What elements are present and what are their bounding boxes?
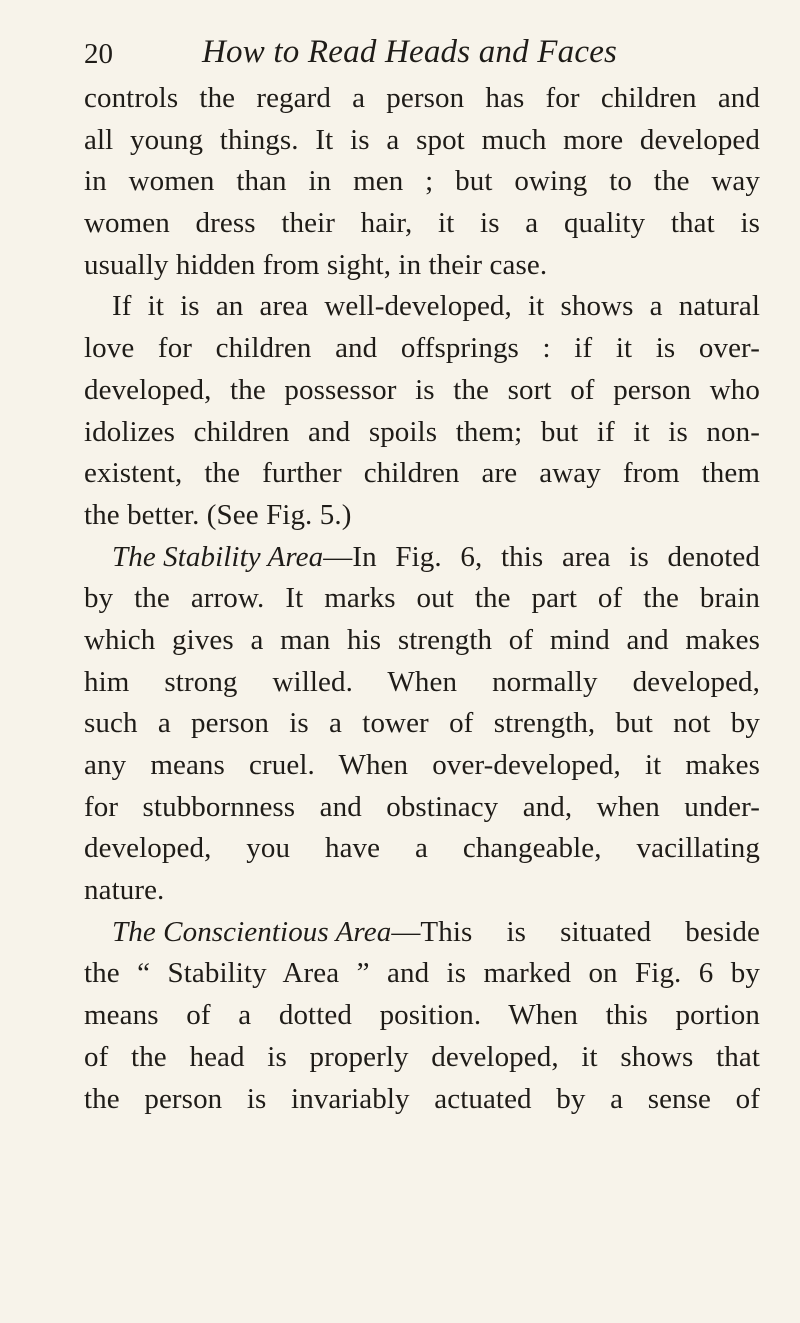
text-line — [84, 912, 760, 954]
line-text: existent, the further children are away from them — [84, 457, 760, 490]
line-text: the person is invariably actuated by a sense of — [84, 1082, 760, 1115]
line-text: the “ Stability Area ” and is marked on Fig. 6 by — [84, 957, 760, 990]
line-text: by the arrow. It marks out the part of the brain — [84, 582, 760, 615]
line-text: idolizes children and spoils them; but if it is non- — [84, 415, 760, 448]
line-text: the better. (See Fig. 5.) — [84, 498, 352, 531]
line-text: controls the regard a person has for children and — [84, 82, 760, 114]
line-text: usually hidden from sight, in their case. — [84, 248, 548, 281]
text-line — [84, 286, 760, 328]
text-line — [84, 245, 760, 287]
text-line — [84, 662, 760, 704]
text-line — [84, 745, 760, 787]
text-line — [84, 495, 760, 537]
text-line — [84, 828, 760, 870]
text-line — [84, 995, 760, 1037]
section-heading: The Conscientious Area — [112, 915, 392, 948]
text-line — [84, 120, 760, 162]
line-text: for stubbornness and obstinacy and, when under- — [84, 790, 760, 823]
page-number: 20 — [84, 38, 113, 70]
running-title: How to Read Heads and Faces — [202, 34, 618, 70]
line-text: women dress their hair, it is a quality that is — [84, 207, 760, 240]
line-text: developed, you have a changeable, vacillating — [84, 832, 760, 865]
line-text: —In Fig. 6, this area is denoted — [323, 540, 760, 573]
text-line — [84, 370, 760, 412]
text-line — [84, 537, 760, 579]
text-line — [84, 703, 760, 745]
line-text: such a person is a tower of strength, but not by — [84, 707, 760, 740]
text-line — [84, 620, 760, 662]
line-text: If it is an area well-developed, it shows a natural — [112, 290, 760, 323]
line-text: love for children and offsprings : if it is over- — [84, 332, 760, 365]
line-text: developed, the possessor is the sort of person who — [84, 373, 760, 406]
text-line — [84, 78, 760, 120]
text-line — [84, 328, 760, 370]
line-text: nature. — [84, 874, 165, 907]
line-text: him strong willed. When normally developed, — [84, 665, 760, 698]
text-line — [84, 161, 760, 203]
line-text: —This is situated beside — [391, 915, 760, 948]
text-line — [84, 578, 760, 620]
line-text: of the head is properly developed, it shows that — [84, 1040, 760, 1073]
line-text: means of a dotted position. When this portion — [84, 999, 760, 1032]
running-head — [84, 30, 724, 78]
text-line — [84, 787, 760, 829]
text-line — [84, 203, 760, 245]
text-line — [84, 870, 760, 912]
text-line — [84, 1079, 760, 1121]
text-line — [84, 453, 760, 495]
line-text: all young things. It is a spot much more developed — [84, 123, 760, 156]
section-heading: The Stability Area — [112, 540, 324, 573]
text-line — [84, 412, 760, 454]
text-line — [84, 953, 760, 995]
line-text: any means cruel. When over-developed, it makes — [84, 749, 760, 781]
line-text: in women than in men ; but owing to the way — [84, 165, 760, 198]
text-line — [84, 1037, 760, 1079]
line-text: which gives a man his strength of mind and makes — [84, 623, 760, 656]
body-text — [84, 78, 760, 1120]
